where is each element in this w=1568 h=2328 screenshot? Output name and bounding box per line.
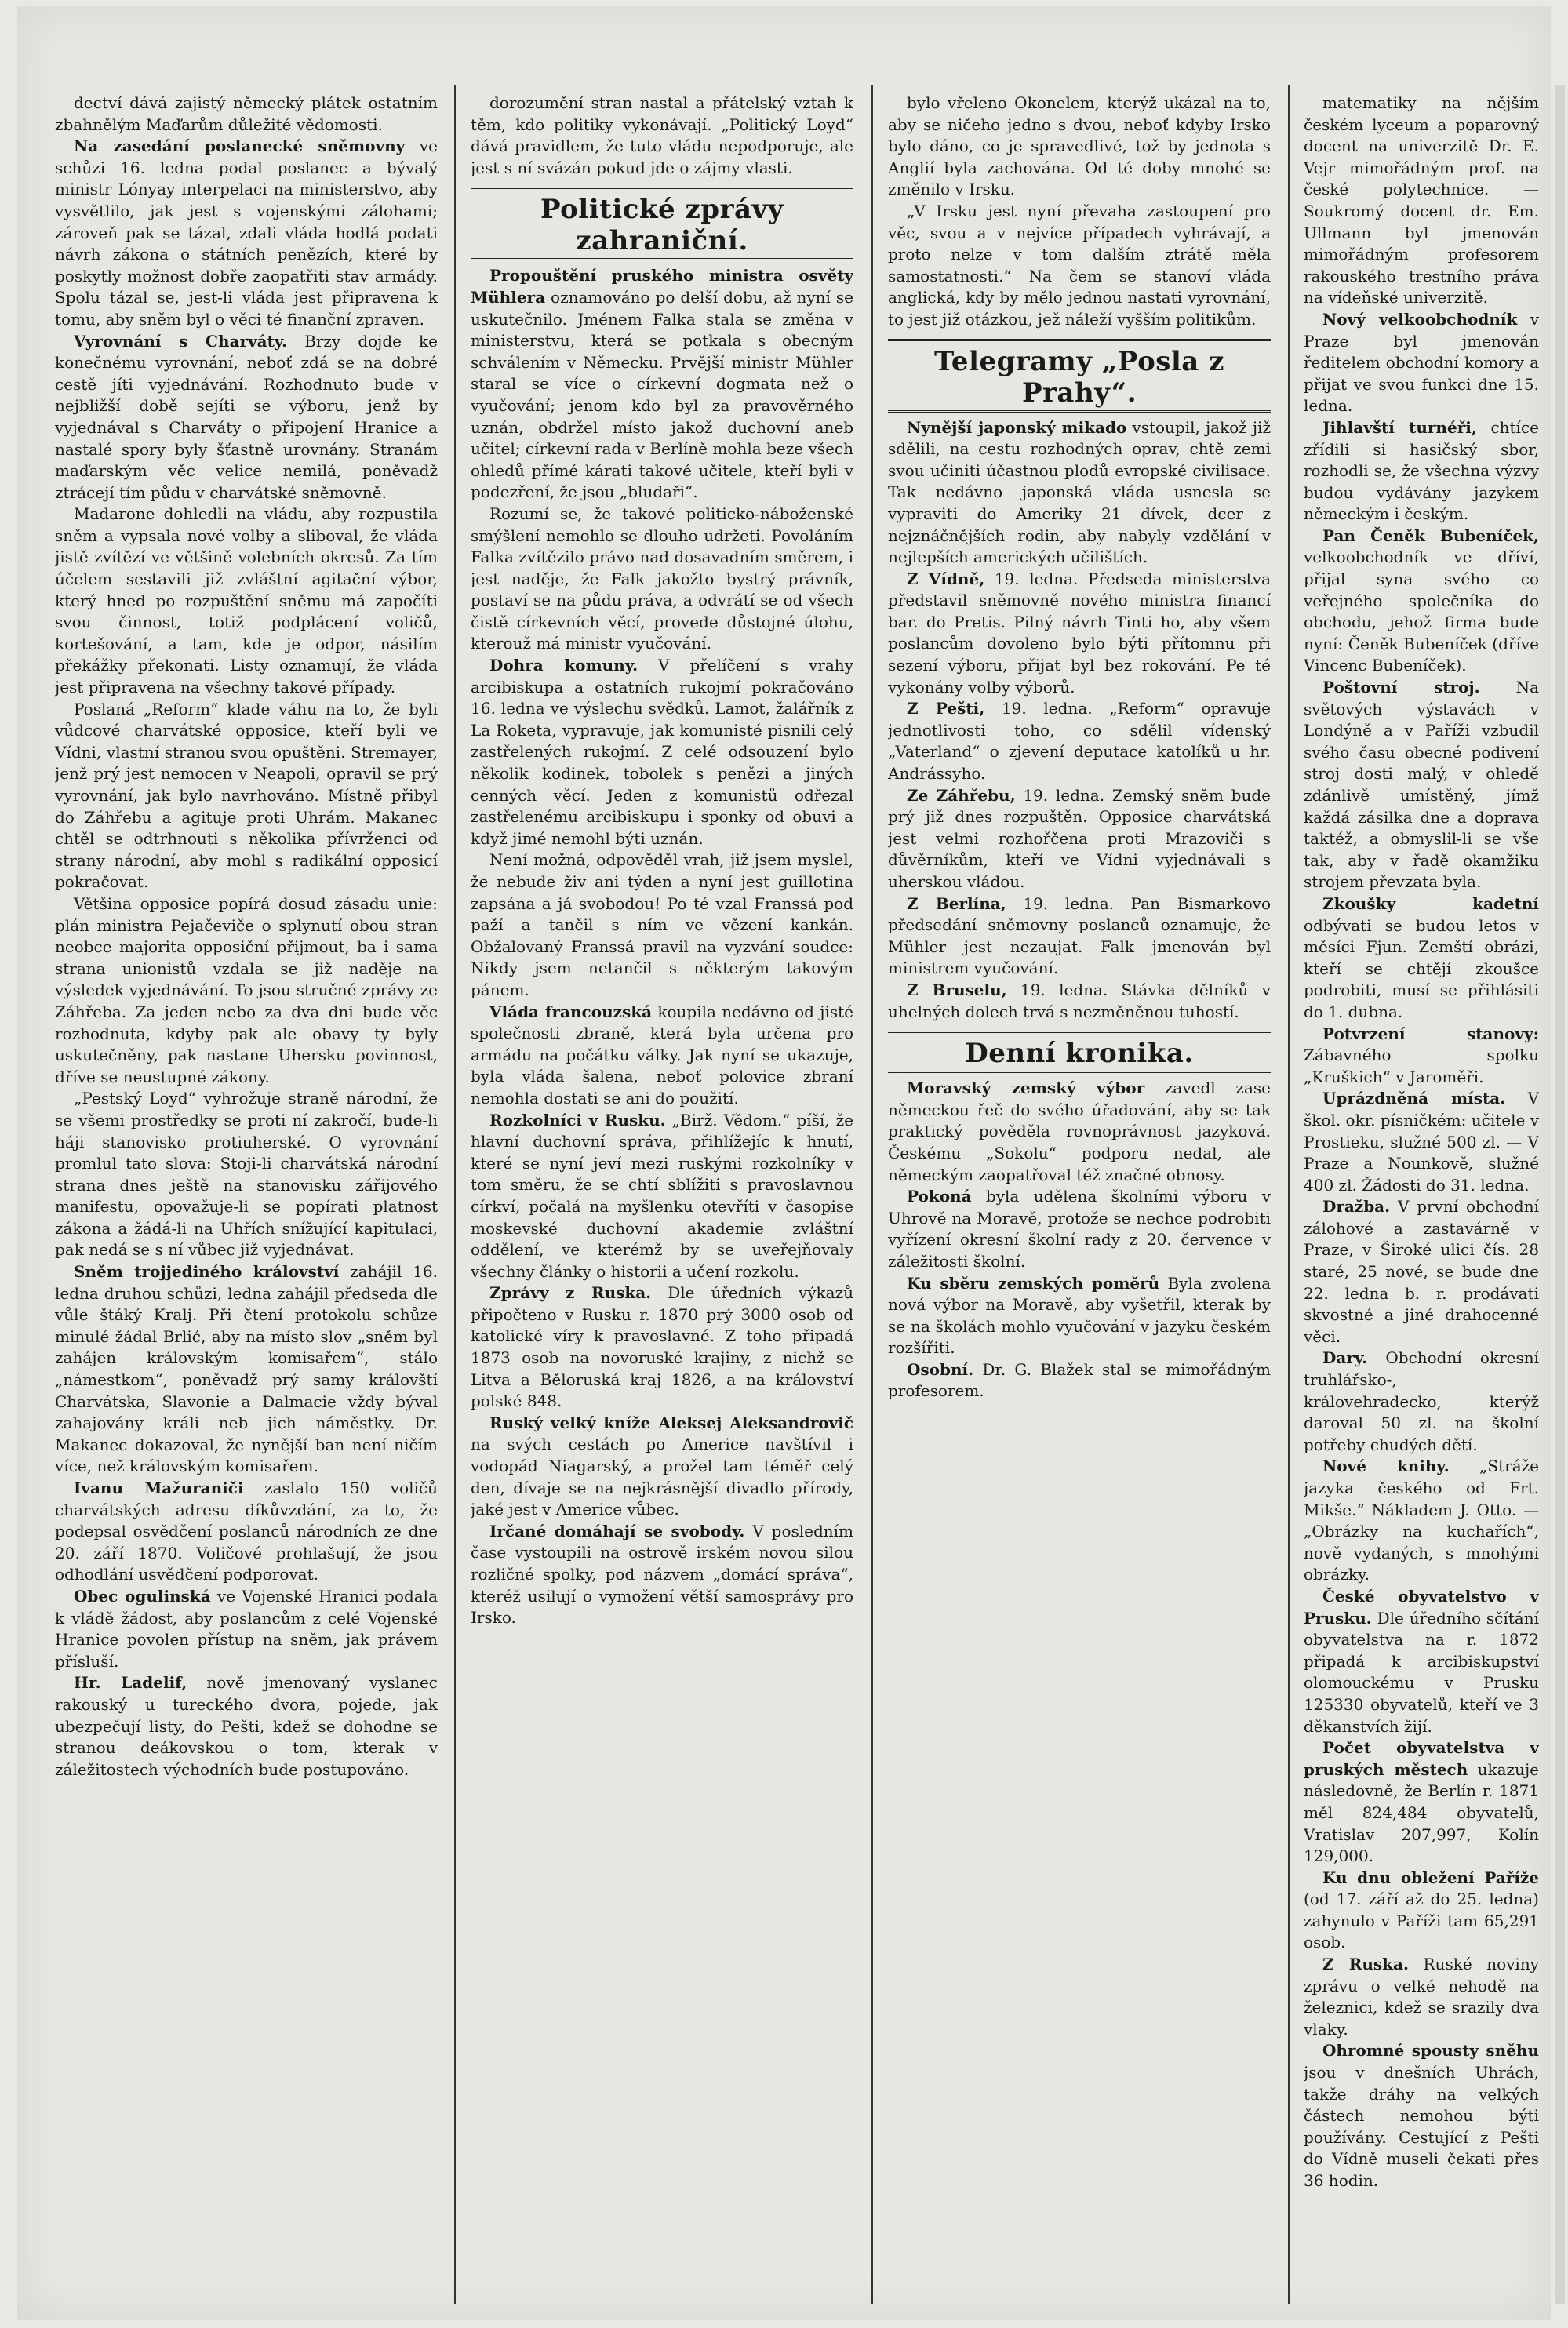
article-text: velkoobchodník ve dříví, přijal syna svého co veřejného společníka do obchodu, jehož firma bude nyní: Čeněk Bubeníček (dříve Vincenc Bubeníček). [1304,547,1539,675]
article-text: Většina opposice popírá dosud zásadu unie: plán ministra Pejačeviče o splynutí obou stran neobce majorita opposiční přijmout, ba i sama strana unionistů vzdala se již naděje na výsledek vyjednávání. To jsou stručné zprávy ze Záhřeba. Za jeden nebo za dva dni bude věc rozhodnuta, kdyby pak ale obavy ty byly uskutečněny, pak nastane Uhersku povinnost, dříve se neustupné zákony. [55,893,438,1086]
article-lead: Ivanu Mažuraniči [74,1479,244,1497]
article-text: ve schůzi 16. ledna podal poslanec a bývalý ministr Lónyay interpelaci na ministerstvo, aby vysvětlilo, jak jest s vojenskými zálohami; zároveň pak se tázal, zdali vláda hodlá podati návrh zákona o státních penězích, které by poskytly možnost dobře zaopatřiti stav armády. Spolu tázal se, jest-li vláda jest připravena k tomu, aby sněm byl o věci té finanční zpraven. [55,136,438,329]
article-lead: Rozkolníci v Rusku. [489,1110,666,1129]
article-paragraph [1304,1586,1539,1737]
article-lead: Dražba. [1322,1197,1391,1217]
article-paragraph [888,1078,1271,1186]
article-text: 19. ledna. Předseda ministerstva představil sněmovně nového ministra financí bar. do Pretis. Pilný návrh Tinti ho, aby všem poslancům dovoleno bylo býti přítomnu při sezení výboru, přijat byl bez rokování. Pe té vykonány volby výborů. [888,569,1271,697]
article-paragraph [471,1282,853,1413]
article-lead: Ohromné spousty sněhu [1322,2041,1539,2061]
article-paragraph [888,980,1271,1023]
section-title: Politické zprávy zahraniční. [540,194,784,257]
article-paragraph [1304,677,1539,893]
article-paragraph [1304,893,1539,1024]
article-lead: Jihlavští turnéři, [1322,417,1477,437]
article-lead: Z Ruska. [1322,1955,1409,1974]
article-text: 19. ledna. Stávka dělníků v uhelných dolech trvá s nezměněnou tuhostí. [888,980,1271,1021]
article-text: V první obchodní zálohové a zastavárně v Praze, v Široké ulici čís. 28 staré, 25 nové, se bude dne 22. ledna b. r. prodávati skvostné a jiné drahocenné věci. [1304,1197,1539,1346]
article-text: dectví dává zajistý německý plátek ostatním zbahnělým Maďarům důležité vědomosti. [55,93,438,134]
article-text: „V Irsku jest nyní převaha zastoupení pro věc, svou a v nejvíce případech vyhrávají, a proto nelze v tom dalším ztrátě měla samostatnosti.“ Na čem se stanoví vláda anglická, kdy by mělo jednou nastati vyrovnání, to jest již otázkou, jež náleží vyšším politikům. [888,201,1271,329]
article-text: Ruské noviny zprávu o velké nehodě na železnici, kdež se srazily dva vlaky. [1304,1955,1539,2039]
column-1 [55,93,438,2304]
article-lead: Pokoná [907,1187,972,1206]
article-paragraph [55,1672,438,1781]
article-paragraph [471,93,853,179]
article-paragraph [471,849,853,1001]
article-paragraph [1304,417,1539,526]
column-rule [871,85,873,2304]
column-rule [1288,85,1290,2304]
article-paragraph [888,1359,1271,1402]
article-text: „Stráže jazyka českého od Frt. Mikše.“ Nákladem J. Otto. — „Obrázky na kuchařích“, nově vydaných, s mnohými obrázky. [1304,1457,1539,1584]
section-header-telegrams [888,339,1271,413]
article-text: Není možná, odpověděl vrah, již jsem myslel, že nebude živ ani týden a nyní jest guillotina zapsána a já svobodou! Po té vzal Franssá pod paží a tančil s ním ve vězení kankán. Obžalovaný Franssá pravil na vyzvání soudce: Nikdy jsem netančil s některým takovým pánem. [471,850,853,999]
article-paragraph [1304,1737,1539,1868]
article-lead: Obec ogulinská [74,1586,211,1606]
article-paragraph [471,1110,853,1283]
article-paragraph [1304,1088,1539,1196]
section-header-daily-chronicle [888,1031,1271,1073]
article-text: „Birž. Vědom.“ píší, že hlavní duchovní správa, přihlížejíc k hnutí, které se nyní jeví mezi ruskými rozkolníky v tom směru, že se chtí sblížiti s pravoslavnou církví, počalá na myšlenku otevříti v časopise moskevské duchovní akademie zvláštní oddělení, ve kterémž by se uveřejňovaly všechny články o historii a učení rozkolu. [471,1110,853,1281]
article-paragraph [1304,1868,1539,1954]
article-text: Rozumí se, že takové politicko-náboženské smýšlení nemohlo se dlouho udržeti. Povoláním Falka zvítězilo právo nad dosavadním směrem, i jest naděje, že Falk jakožto bystrý právník, postaví se na půdu práva, a odvrátí se od všech čistě církevních věcí, provede důstojné úlohu, kterouž má ministr vyučování. [471,504,853,653]
article-paragraph [1304,1024,1539,1089]
article-lead: Propouštění pruského ministra osvěty Mühlera [471,266,853,307]
article-paragraph [1304,1954,1539,2040]
column-2 [471,93,853,2304]
article-text: V posledním čase vystoupili na ostrově irském novou silou rozličné spolky, pod názvem „domácí správa“, kteréž usilují o vymožení větší samosprávy pro Irsko. [471,1521,853,1628]
article-text: Na světových výstavách v Londýně a v Paříži vzbudil svého času obecné podivení stroj dosti malý, v ohledě zdánlivě umístěný, jímž každá zásilka dne a doprava taktéž, a obmyslil-li se vše tak, aby v řadě okamžiku strojem převzata byla. [1304,678,1539,892]
article-lead: Z Bruselu, [907,980,1007,999]
article-text: na svých cestách po Americe navštívil i vodopád Niagarský, a prožel tam téměř celý den, dívaje se na nejkrásnější divadlo přírody, jaké jest v Americe vůbec. [471,1435,853,1519]
article-lead: Osobní. [907,1359,974,1379]
article-lead: Sněm trojjediného království [74,1262,340,1282]
section-title: Telegramy „Posla z Prahy“. [934,345,1224,409]
article-paragraph [55,699,438,893]
article-lead: Nynější japonský mikado [907,417,1127,437]
article-lead: Dohra komuny. [489,656,638,675]
article-lead: Poštovní stroj. [1322,678,1480,697]
article-lead: Ze Záhřebu, [907,785,1016,805]
article-lead: Vyrovnání s Charváty. [74,331,288,351]
article-paragraph [55,504,438,698]
article-lead: České obyvatelstvo v Prusku. [1304,1586,1539,1628]
article-text: (od 17. září až do 25. ledna) zahynulo v Paříži tam 65,291 osob. [1304,1890,1539,1952]
article-lead: Moravský zemský výbor [907,1079,1145,1098]
article-paragraph [55,1261,438,1478]
article-text: 19. ledna. Zemský sněm bude prý již dnes rozpuštěn. Opposice charvátská jest velmi rozhořčena proti Mrazoviči s důvěrníkům, kteří ve Vídni vyjednávali s uherskou vládou. [888,785,1271,891]
article-lead: Z Pešti, [907,699,985,718]
article-text: byla udělena školními výboru v Uhrově na Moravě, protože se nechce podrobiti vyřízení okresní školní rady z 20. července v záležitosti školní. [888,1187,1271,1271]
article-paragraph [471,265,853,504]
article-paragraph [55,1586,438,1672]
article-text: Obchodní okresní truhlářsko-, královehradecko, kterýž daroval 50 zl. na školní potřeby chudých dětí. [1304,1348,1539,1454]
article-paragraph [1304,1196,1539,1348]
column-3 [888,93,1271,2304]
article-paragraph [471,1002,853,1110]
article-paragraph [1304,309,1539,417]
article-lead: Nový velkoobchodník [1322,309,1518,329]
article-lead: Vláda francouzská [489,1002,653,1021]
article-text: Poslaná „Reform“ klade váhu na to, že byli vůdcové charvátské opposice, kteří byli ve Vídni, vlastní stranou svou opuštěni. Stremayer, jenž prý jest nemocen v Neapoli, opravil se prý vyrovnání, jak bylo navrhováno. Místně přibyl do Záhřebu a agituje proti Uhrám. Makanec chtěl se odtrhnouti s několika přívrženci od strany národní, aby mohl s radikální opposicí pokračovat. [55,699,438,892]
article-lead: Nové knihy. [1322,1457,1450,1476]
article-paragraph [55,1088,438,1261]
article-text: Dle úředního sčítání obyvatelstva na r. 1872 připadá k arcibiskupství olomouckému v Prusku 125330 obyvatelů, kteří ve 3 děkanstvích žijí. [1304,1608,1539,1736]
article-text: V přelíčení s vrahy arcibiskupa a ostatních rukojmí pokračováno 16. ledna ve výslechu svědků. Lamot, žalářník z La Roketa, vypravuje, jak komunisté pisnili celý zastřelených rukojmí. Z celé odsouzení bylo několik kodinek, tobolek s penězi a jiných cenných věcí. Jeden z komunistů odřezal zastřelenému arcibiskupu i sponky od obuvi a když jimé nemohl býti uznán. [471,656,853,848]
article-text: v Praze byl jmenován ředitelem obchodní komory a přijat ve svou funkci dne 15. ledna. [1304,309,1539,416]
article-text: Byla zvolena nová výbor na Moravě, aby vyšetřil, kterak by se na školách mohlo vyučování v jazyku českém rozšířiti. [888,1273,1271,1358]
article-text: koupila nedávno od jisté společnosti zbraně, která byla určena pro armádu na počátku války. Jak nyní se ukazuje, byla vláda šalena, neboť polovice zbraní nemohla dostati se ani do použití. [471,1002,853,1108]
article-paragraph [55,93,438,136]
article-lead: Potvrzení stanovy: [1322,1024,1539,1043]
article-paragraph [888,417,1271,569]
column-4 [1304,93,1539,2304]
article-paragraph [1304,1348,1539,1456]
article-lead: Uprázdněná místa. [1322,1089,1506,1108]
article-text: bylo vřeleno Okonelem, kterýž ukázal na to, aby se ničeho jedno s dvou, neboť kdyby Irsko bylo dáno, co je spravedlivé, tož by jednota s Anglií byla zachována. Od té doby mnohé se změnilo v Irsku. [888,93,1271,199]
article-lead: Počet obyvatelstva v pruských městech [1304,1738,1539,1779]
article-text: ukazuje následovně, že Berlín r. 1871 měl 824,484 obyvatelů, Vratislav 207,997, Kolín 129,000. [1304,1759,1539,1866]
article-lead: Ku sběru zemských poměrů [907,1273,1160,1293]
article-lead: Na zasedání poslanecké sněmovny [74,136,406,156]
article-paragraph [55,136,438,330]
article-text: zaslalo 150 voličů charvátských adresu díkůvzdání, za to, že podepsal osvědčení poslanců národních ze dne 20. září 1870. Voličové prohlašují, že jsou odhodlání usvědčení podporovat. [55,1479,438,1584]
article-text: Madarone dohledli na vládu, aby rozpustila sněm a vypsala nové volby a sliboval, že vláda jistě zvítězí ve většině volebních okresů. Za tím účelem sestavili již zvláštní agitační výbor, který hned po rozpuštění sněmu má započíti svou činnost, totiž podplácení voličů, kortešování, a tam, kde je odpor, násilím překážky překonati. Listy oznamují, že vláda jest připravena na všechny takové případy. [55,504,438,697]
article-text: 19. ledna. „Reform“ opravuje jednotlivosti toho, co sdělil vídenský „Vaterland“ o zjevení deputace katolíků u hr. Andrássyho. [888,699,1271,784]
section-title: Denní kronika. [965,1038,1194,1070]
article-paragraph [1304,93,1539,309]
column-rule [454,85,456,2304]
page-edge [1555,85,1565,2304]
article-text: oznamováno po delší dobu, až nyní se uskutečnilo. Jménem Falka stala se změna v ministerstvu, která se potkala s obecným schválením v Německu. Prvější ministr Mühler staral se více o církevní dogmata než o vyučování; jenom kdo byl za pravověrného uznán, obdržel místo jakož duchovní aneb učitel; církevní rada v Berlíně mohla beze všech ohledů přímé kárati takové učitele, kteří byli v podezření, že jsou „bludaři“. [471,287,853,502]
article-lead: Z Vídně, [907,569,985,588]
article-text: 19. ledna. Pan Bismarkovo předsedání sněmovny poslanců oznamuje, že Mühler jest nezaujat. Falk jmenován byl ministrem vyučování. [888,893,1271,978]
article-lead: Hr. Ladelif, [74,1673,187,1693]
article-lead: Irčané domáhají se svobody. [489,1521,745,1540]
article-text: Dle úředních výkazů připočteno v Rusku r. 1870 prý 3000 osob od katolické víry k pravoslavné. Z toho připadá 1873 osob na novoruské krajiny, z nichž se Litva a Běloruská kraj 1826, a na království polské 848. [471,1283,853,1411]
article-lead: Dary. [1322,1348,1368,1368]
section-header-foreign-politics [471,187,853,260]
article-text: odbývati se budou letos v měsíci Fjun. Zemští obrázi, kteří se chtějí zkoušce podrobiti, musí se přihlásiti do 1. dubna. [1304,915,1539,1021]
article-paragraph [1304,526,1539,677]
article-lead: Z Berlína, [907,893,1006,913]
article-text: dorozumění stran nastal a přátelský vztah k těm, kdo politiky vykonávají. „Politický Loyd“ dává pravidlem, že tuto vládu nepodporuje, ale jest s ní svázán pokud jde o zájmy vlasti. [471,93,853,177]
article-paragraph [55,1478,438,1586]
article-paragraph [471,1413,853,1521]
article-paragraph [888,893,1271,980]
article-text: nově jmenovaný vyslanec rakouský u tureckého dvora, pojede, jak ubezpečují listy, do Pešti, kdež se dohodne se stranou deákovskou o tom, kterak v záležitostech východních bude postupováno. [55,1673,438,1779]
article-paragraph [55,893,438,1088]
article-text: Brzy dojde ke konečnému vyrovnání, neboť zdá se na dobré cestě jíti vyjednávání. Rozhodnuto bude v nejbližší době sejíti se výboru, jenž by vyjednával s Charváty o připojení Hranice a nastalé spory byly šťastně urovnány. Stranám maďarským věc velice nemilá, poněvadž ztrácejí tím půdu v charvátské sněmovně. [55,331,438,502]
article-text: Zábavného spolku „Kruškich“ v Jaroměři. [1304,1046,1539,1086]
article-text: chtíce zřídili si hasičský sbor, rozhodli se, že všechna výzvy budou vydávány jazykem německým i českým. [1304,417,1539,524]
article-paragraph [888,1273,1271,1359]
article-paragraph [55,331,438,504]
article-paragraph [888,201,1271,331]
article-text: Dr. G. Blažek stal se mimořádným profesorem. [888,1359,1271,1401]
article-paragraph [888,93,1271,201]
article-paragraph [888,569,1271,699]
article-text: „Pestský Loyd“ vyhrožuje straně národní, že se všemi prostředky se proti ní zakročí, bude-li háji stanovisko protiuherské. O vyrovnání promlul tato slova: Stoji-li charvátská národní strana dnes ještě na stanovisku zářijového manifestu, opovažuje-li se popírati platnost zákona a žádá-li na Uhřích snížující kapitulaci, pak nedá se s ní vůbec již vyjednávat. [55,1089,438,1260]
article-paragraph [471,504,853,655]
newspaper-page [17,6,1551,2320]
article-lead: Ruský velký kníže Aleksej Aleksandrovič [489,1413,853,1432]
article-text: V škol. okr. písničkém: učitele v Prostieku, služné 500 zl. — V Praze a Nounkově, služné 400 zl. Žádosti do 31. ledna. [1304,1089,1539,1195]
article-text: vstoupil, jakož již sdělili, na cestu rozhodných oprav, chtě zemi svou učiniti účastnou plodů evropské civilisace. Tak nedávno japonská vláda usnesla se vypraviti do Ameriky 21 dívek, dcer z nejznáčnějších rodin, aby nabyly vzdělání v nejlepších amerických učilištích. [888,417,1271,567]
article-paragraph [471,655,853,849]
article-text: zavedl zase německou řeč do svého úřadování, aby se tak praktický pověděla rovnoprávnost jazyková. Českému „Sokolu“ podporu nedal, ale německým zaopatřoval též značné obnosy. [888,1079,1271,1184]
article-paragraph [1304,2040,1539,2192]
article-paragraph [888,698,1271,784]
article-text: ve Vojenské Hranici podala k vládě žádost, aby poslancům z celé Vojenské Hranice povolen přístup na sněm, jak právem přísluší. [55,1586,438,1671]
article-lead: Zkoušky kadetní [1322,893,1539,913]
article-text: jsou v dnešních Uhrách, takže dráhy na velkých částech nemohou býti používány. Cestující z Pešti do Vídně museli čekati přes 36 hodin. [1304,2063,1539,2190]
article-lead: Zprávy z Ruska. [489,1283,652,1303]
article-lead: Ku dnu obležení Paříže [1322,1868,1539,1887]
article-paragraph [888,785,1271,893]
article-text: matematiky na nějším českém lyceum a poparovný docent na univerzitě Dr. E. Vejr mimořádným prof. na české polytechnice. — Soukromý docent dr. Em. Ullmann byl jmenován mimořádným profesorem rakouského trestního práva na vídeňské univerzitě. [1304,93,1539,307]
article-lead: Pan Čeněk Bubeníček, [1322,526,1539,545]
article-paragraph [471,1521,853,1629]
article-text: zahájil 16. ledna druhou schůzi, ledna zahájil předseda dle vůle štáký Kralj. Při čtení protokolu schůze minulé žádal Brlić, aby na místo slov „sněm byl zahájen královským komisařem“, stálo „námestkom“, poněvadž prý samy královští Charvátska, Slavonie a Dalmacie vždy býval zahajovány králi neb jich náměstky. Dr. Makanec dokazoval, že nynější ban není ničím více, než královským komisařem. [55,1262,438,1476]
article-paragraph [1304,1456,1539,1586]
article-paragraph [888,1186,1271,1272]
